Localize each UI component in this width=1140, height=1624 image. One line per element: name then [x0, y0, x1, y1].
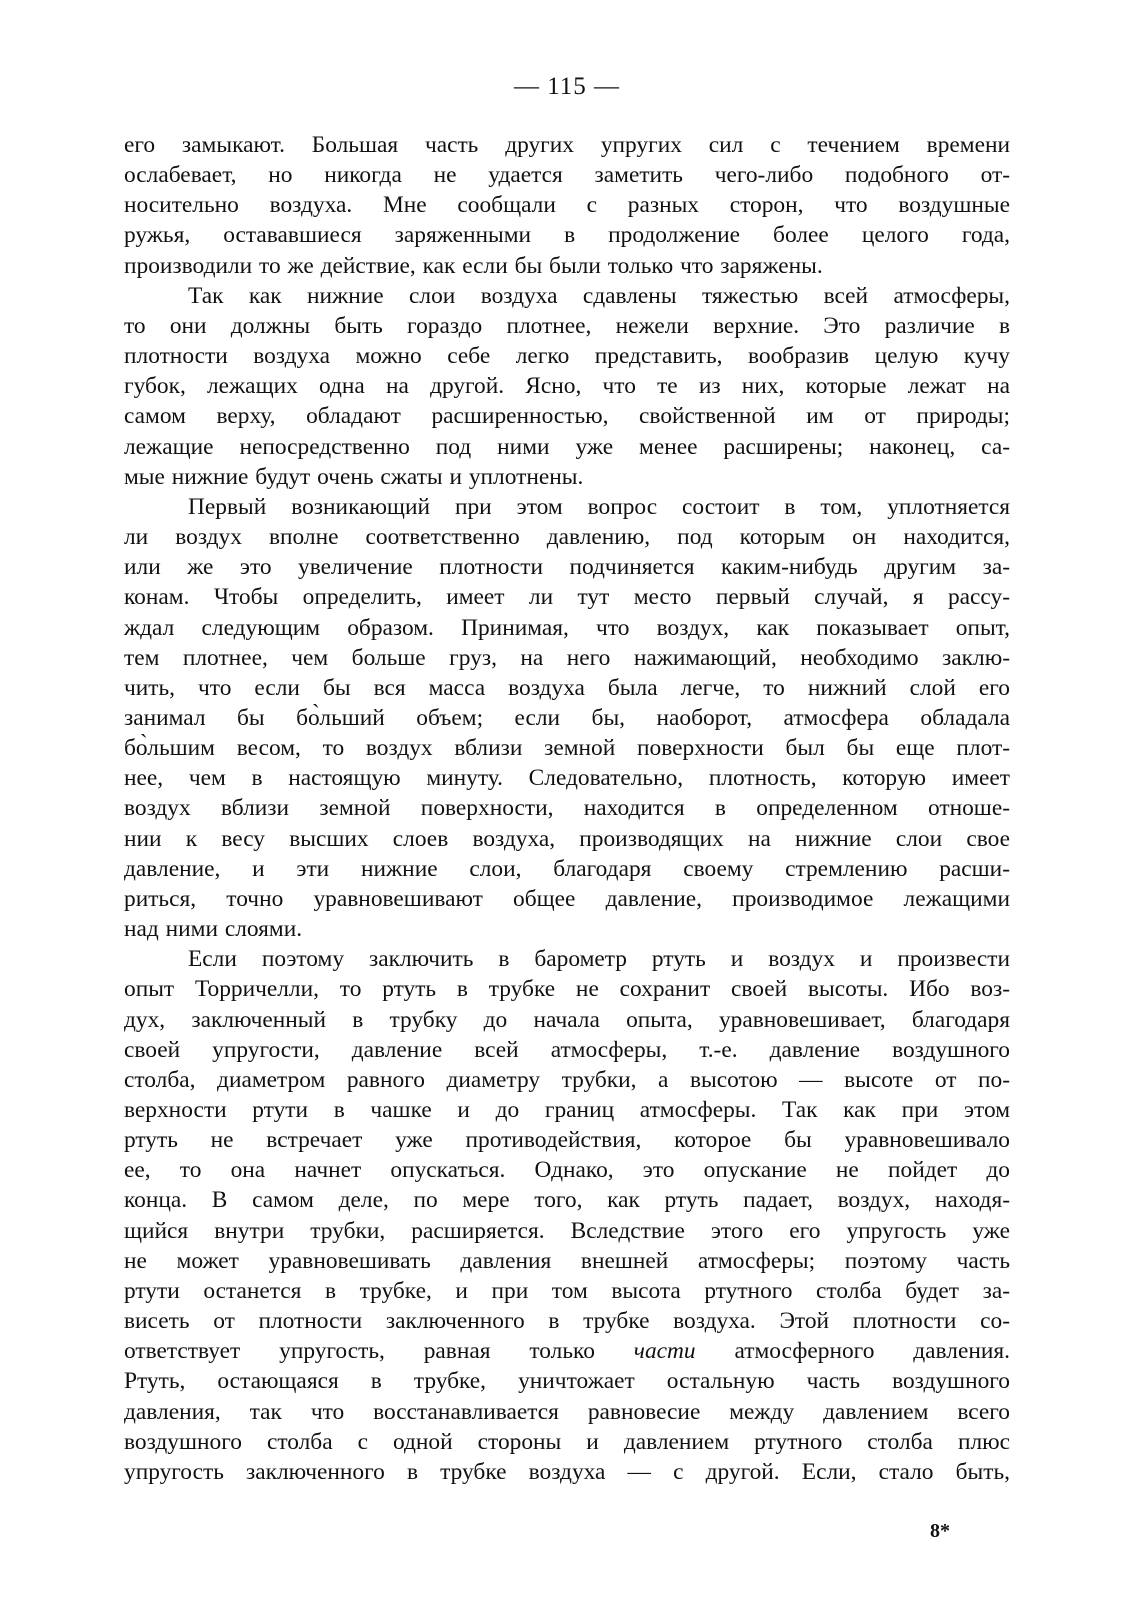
text-line: конам. Чтобы определить, имеет ли тут место первый случай, я рассу- [124, 584, 1010, 611]
text-line: Ртуть, остающаяся в трубке, уничтожает остальную часть воздушного [124, 1368, 1010, 1395]
paragraph [124, 281, 1010, 492]
text-line: своей упругости, давление всей атмосферы, т.-е. давление воздушного [124, 1036, 1010, 1063]
paragraph [124, 130, 1010, 281]
text-line: лежащие непосредственно под ними уже менее расширены; наконец, са- [124, 433, 1010, 460]
text-line: Первый возникающий при этом вопрос состоит в том, уплотняется [188, 493, 1010, 520]
paragraph [124, 492, 1010, 944]
signature-mark: 8* [930, 1520, 950, 1542]
body-text [124, 130, 1010, 1487]
text-line: дух, заключенный в трубку до начала опыта, уравновешивает, благодаря [124, 1006, 1010, 1033]
text-line: давления, так что восстанавливается равновесие между давлением всего [124, 1398, 1010, 1425]
italic-emphasis: части [633, 1338, 696, 1365]
text-line: Так как нижние слои воздуха сдавлены тяжестью всей атмосферы, [188, 282, 1010, 309]
text-line: ответствует упругость, равная только части атмосферного давления. [124, 1338, 1010, 1365]
text-line: столба, диаметром равного диаметру трубки, а высотою — высоте от по- [124, 1066, 1010, 1093]
text-line: чить, что если бы вся масса воздуха была легче, то нижний слой его [124, 674, 1010, 701]
text-line: упругость заключенного в трубке воздуха — с другой. Если, стало быть, [124, 1458, 1010, 1485]
page-number: — 115 — [513, 73, 621, 100]
text-line: носительно воздуха. Мне сообщали с разных сторон, что воздушные [124, 192, 1010, 219]
text-line: или же это увеличение плотности подчиняется каким-нибудь другим за- [124, 554, 1010, 581]
text-line: конца. В самом деле, по мере того, как ртуть падает, воздух, находя- [124, 1187, 1010, 1214]
text-line: воздушного столба с одной стороны и давлением ртутного столба плюс [124, 1428, 1010, 1455]
text-line: его замыкают. Большая часть других упругих сил с течением времени [124, 132, 1010, 158]
text-line: воздух вблизи земной поверхности, находится в определенном отноше- [124, 795, 1010, 822]
text-line: нее, чем в настоящую минуту. Следовательно, плотность, которую имеет [124, 765, 1010, 792]
text-line: висеть от плотности заключенного в трубке воздуха. Этой плотности со- [124, 1308, 1010, 1335]
text-line: опыт Торричелли, то ртуть в трубке не сохранит своей высоты. Ибо воз- [124, 976, 1010, 1003]
text-line: риться, точно уравновешивают общее давление, производимое лежащими [124, 885, 1010, 912]
text-line: ртуть не встречает уже противодействия, которое бы уравновешивало [124, 1127, 1010, 1154]
text-line: мые нижние будут очень сжаты и уплотнены. [124, 463, 584, 490]
text-line: то они должны быть гораздо плотнее, нежели верхние. Это различие в [124, 312, 1010, 339]
text-line: плотности воздуха можно себе легко представить, вообразив целую кучу [124, 343, 1010, 370]
text-line: занимал бы бо̀льший объем; если бы, наоборот, атмосфера обладала [124, 704, 1010, 731]
text-line: ее, то она начнет опускаться. Однако, это опускание не пойдет до [124, 1157, 1010, 1184]
text-line: нии к весу высших слоев воздуха, производящих на нижние слои свое [124, 825, 1010, 852]
text-line: Если поэтому заключить в барометр ртуть и воздух и произвести [188, 946, 1010, 973]
text-line: самом верху, обладают расширенностью, свойственной им от природы; [124, 403, 1010, 430]
book-page [124, 72, 1010, 1487]
text-line: ждал следующим образом. Принимая, что воздух, как показывает опыт, [124, 614, 1010, 641]
text-line: бо̀льшим весом, то воздух вблизи земной поверхности был бы еще плот- [124, 735, 1010, 762]
text-line: давление, и эти нижние слои, благодаря своему стремлению расши- [124, 855, 1010, 882]
text-line: губок, лежащих одна на другой. Ясно, что те из них, которые лежат на [124, 373, 1010, 400]
text-line: щийся внутри трубки, расширяется. Вследствие этого его упругость уже [124, 1217, 1010, 1244]
text-line: ли воздух вполне соответственно давлению, под которым он находится, [124, 524, 1010, 551]
text-line: тем плотнее, чем больше груз, на него нажимающий, необходимо заклю- [124, 644, 1010, 671]
text-line: производили то же действие, как если бы были только что заряжены. [124, 252, 823, 279]
text-line: не может уравновешивать давления внешней атмосферы; поэтому часть [124, 1247, 1010, 1274]
text-line: ружья, остававшиеся заряженными в продолжение более целого года, [124, 222, 1010, 249]
text-line: верхности ртути в чашке и до границ атмосферы. Так как при этом [124, 1097, 1010, 1123]
paragraph [124, 944, 1010, 1487]
text-line: над ними слоями. [124, 916, 303, 943]
text-line: ртути останется в трубке, и при том высота ртутного столба будет за- [124, 1277, 1010, 1304]
text-line: ослабевает, но никогда не удается заметить чего-либо подобного от- [124, 162, 1010, 189]
